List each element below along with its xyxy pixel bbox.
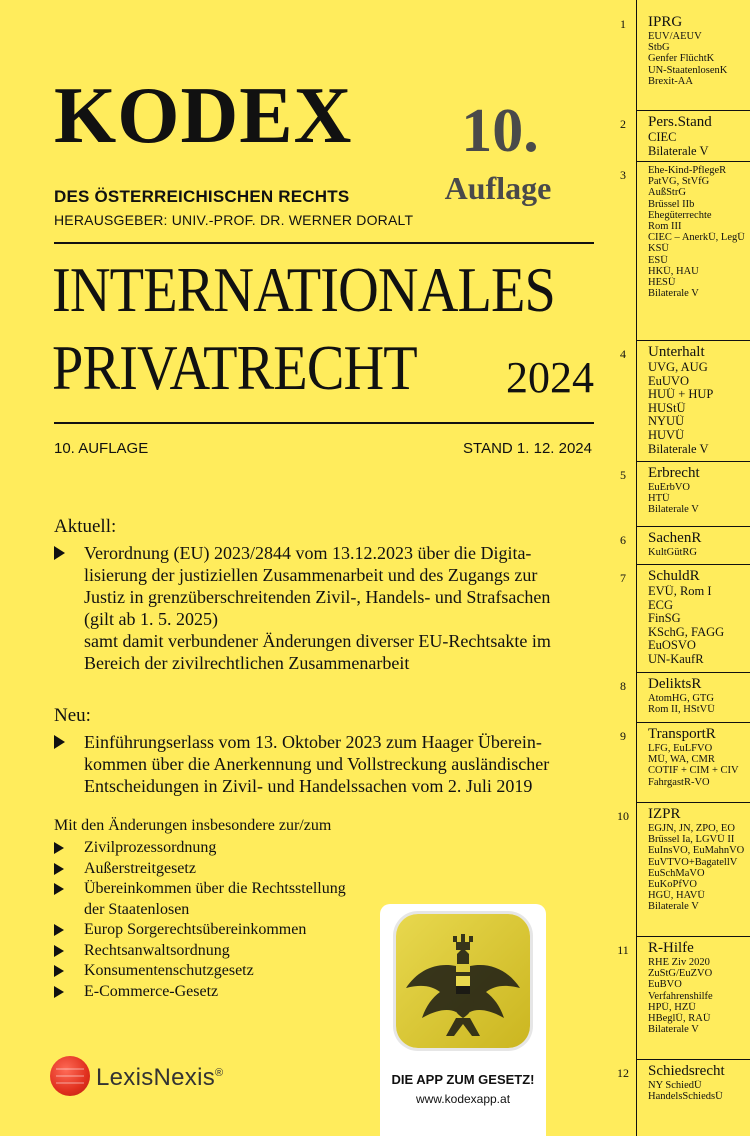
- aktuell-line: lisierung der justiziellen Zusammenarbeit und des Zugangs zur: [84, 565, 538, 585]
- register-number: 6: [620, 533, 626, 547]
- bullet-triangle-icon: [54, 986, 64, 998]
- register-item: COTIF + CIM + CIV: [648, 765, 739, 777]
- bullet-triangle-icon: [54, 883, 64, 895]
- register-item: EuInsVO, EuMahnVO: [648, 845, 745, 857]
- register-item: FahrgastR-VO: [648, 776, 710, 788]
- register-number: 5: [620, 468, 626, 482]
- list-item-label: Konsumentenschutzgesetz: [84, 962, 254, 979]
- bullet-triangle-icon: [54, 965, 64, 977]
- register-number: 1: [620, 17, 626, 31]
- register-item: Rom II, HStVÜ: [648, 704, 715, 716]
- aktuell-text: [84, 542, 599, 674]
- edition-label: 10. AUFLAGE: [54, 440, 149, 457]
- register-number: 11: [617, 943, 629, 957]
- register-heading: IPRG: [648, 14, 683, 30]
- register-item: Brexit-AA: [648, 75, 693, 87]
- register-number: 12: [617, 1066, 629, 1080]
- aktuell-block: [54, 542, 599, 674]
- register-item: Genfer FlüchtK: [648, 53, 715, 65]
- register-separator: [636, 936, 750, 937]
- register-item: NYUÜ: [648, 415, 685, 429]
- edition-number: 10.: [461, 97, 539, 165]
- register-item: EuOSVO: [648, 639, 696, 653]
- register-item: RHE Ziv 2020: [648, 957, 710, 968]
- lexisnexis-globe-icon: [50, 1056, 90, 1096]
- stand-date: STAND 1. 12. 2024: [463, 440, 592, 457]
- register-separator: [636, 526, 750, 527]
- register-item: EuBVO: [648, 979, 682, 991]
- list-item: [54, 859, 454, 880]
- register-number: 3: [620, 168, 626, 182]
- register-item: EuSchMaVO: [648, 867, 705, 879]
- list-item-label: E-Commerce-Gesetz: [84, 982, 219, 1000]
- neu-heading: Neu:: [54, 705, 91, 726]
- neu-text: [84, 731, 599, 797]
- register-separator: [636, 340, 750, 341]
- register-item: Brüssel Ia, LGVÜ II: [648, 834, 735, 846]
- register-heading: Erbrecht: [648, 465, 700, 481]
- register-separator: [636, 461, 750, 462]
- register-item: FinSG: [648, 612, 681, 626]
- register-item: HGÜ, HAVÜ: [648, 890, 705, 902]
- register-item: EVÜ, Rom I: [648, 585, 712, 598]
- register-separator: [636, 110, 750, 111]
- app-title: DIE APP ZUM GESETZ!: [391, 1072, 535, 1087]
- register-heading: SachenR: [648, 530, 702, 546]
- register-heading: Schiedsrecht: [648, 1063, 725, 1079]
- register-item: HBeglÜ, RAÜ: [648, 1013, 711, 1025]
- register-item: HandelsSchiedsÜ: [648, 1091, 723, 1103]
- register-item: UN-StaatenlosenK: [648, 64, 728, 76]
- aktuell-line: samt damit verbundener Änderungen diverser EU-Rechtsakte im: [84, 631, 551, 651]
- register-separator: [636, 1059, 750, 1060]
- aktuell-line: Justiz in grenzüberschreitenden Zivil-, Handels- und Strafsachen: [84, 587, 551, 607]
- list-item-label: Rechtsanwaltsordnung: [84, 941, 230, 959]
- register-separator: [636, 564, 750, 565]
- register-separator: [636, 802, 750, 803]
- register-sidebar: [612, 0, 750, 1136]
- bullet-triangle-icon: [54, 842, 64, 854]
- aktuell-heading: Aktuell:: [54, 516, 117, 537]
- register-item: UVG, AUG: [648, 361, 708, 374]
- register-item: Bilaterale V: [648, 504, 699, 516]
- aktuell-line: Verordnung (EU) 2023/2844 vom 13.12.2023 über die Digita-: [84, 543, 532, 563]
- app-url[interactable]: www.kodexapp.at: [415, 1092, 511, 1106]
- list-item-label: der Staatenlosen: [84, 900, 190, 918]
- neu-line: Einführungserlass vom 13. Oktober 2023 zum Haager Überein-: [84, 732, 542, 752]
- register-item: PatVG, StVfG: [648, 176, 710, 188]
- register-item: AtomHG, GTG: [648, 693, 714, 704]
- edition-word: Auflage: [444, 170, 552, 206]
- changes-intro: Mit den Änderungen insbesondere zur/zum: [54, 817, 332, 834]
- app-eagle-icon: [396, 914, 530, 1048]
- register-item: HUStÜ: [648, 401, 686, 415]
- register-item: EGJN, JN, ZPO, EO: [648, 823, 735, 834]
- publisher-name: LexisNexis®: [96, 1064, 224, 1091]
- register-number: 8: [620, 679, 626, 693]
- register-item: HKÜ, HAU: [648, 265, 699, 277]
- register-item: HTÜ: [648, 493, 670, 505]
- series-subtitle: DES ÖSTERREICHISCHEN RECHTS: [54, 187, 350, 206]
- register-item: HESÜ: [648, 277, 676, 289]
- register-number: 4: [620, 347, 626, 361]
- register-item: MÜ, WA, CMR: [648, 754, 715, 766]
- register-item: HUÜ + HUP: [648, 388, 714, 402]
- register-item: UN-KaufR: [648, 652, 704, 666]
- register-heading: Pers.Stand: [648, 114, 712, 130]
- register-number: 7: [620, 571, 626, 585]
- book-title-line2: PRIVATRECHT: [52, 332, 417, 403]
- divider-top: [54, 242, 594, 244]
- aktuell-line: Bereich der zivilrechtlichen Zusammenarbeit: [84, 653, 410, 673]
- register-item: EuKoPfVO: [648, 879, 697, 891]
- series-title: KODEX: [54, 72, 353, 160]
- register-item: Verfahrenshilfe: [648, 990, 713, 1002]
- aktuell-line: (gilt ab 1. 5. 2025): [84, 609, 218, 629]
- register-separator: [636, 161, 750, 162]
- register-item: ECG: [648, 598, 673, 612]
- register-item: Bilaterale V: [648, 288, 699, 300]
- register-item: Ehegüterrechte: [648, 209, 712, 221]
- register-item: KSÜ: [648, 243, 670, 255]
- register-item: LFG, EuLFVO: [648, 743, 713, 754]
- register-item: EUV/AEUV: [648, 31, 702, 42]
- register-item: StbG: [648, 42, 670, 54]
- register-item: HUVÜ: [648, 428, 685, 442]
- sidebar-rule: [636, 0, 637, 1136]
- register-item: EuUVO: [648, 374, 689, 388]
- register-item: Bilaterale V: [648, 1024, 699, 1036]
- app-promo: [380, 904, 546, 1136]
- divider-bottom: [54, 422, 594, 424]
- bullet-triangle-icon: [54, 924, 64, 936]
- register-item: CIEC: [648, 131, 677, 144]
- register-item: EuVTVO+BagatellV: [648, 856, 738, 868]
- list-item: [54, 879, 454, 900]
- register-heading: SchuldR: [648, 568, 700, 584]
- register-item: Ehe-Kind-PflegeR: [648, 165, 727, 176]
- list-item-label: Außerstreitgesetz: [84, 859, 196, 877]
- register-item: Bilaterale V: [648, 901, 699, 913]
- register-item: NY SchiedÜ: [648, 1080, 702, 1091]
- register-item: EuErbVO: [648, 482, 690, 493]
- register-heading: IZPR: [648, 806, 681, 822]
- register-item: Bilaterale V: [648, 144, 709, 158]
- bullet-triangle-icon: [54, 735, 65, 749]
- register-number: 2: [620, 117, 626, 131]
- register-heading: TransportR: [648, 726, 716, 742]
- register-heading: Unterhalt: [648, 344, 705, 360]
- lexisnexis-logo: [50, 1052, 250, 1102]
- register-separator: [636, 722, 750, 723]
- list-item-label: Übereinkommen über die Rechtsstellung: [84, 880, 346, 897]
- register-item: Bilaterale V: [648, 442, 709, 456]
- register-item: CIEC – AnerkÜ, LegÜ: [648, 232, 745, 244]
- register-item: KultGütRG: [648, 547, 698, 558]
- bullet-triangle-icon: [54, 863, 64, 875]
- register-item: AußStrG: [648, 187, 686, 199]
- register-item: Rom III: [648, 221, 682, 233]
- list-item-label: Zivilprozessordnung: [84, 839, 217, 856]
- bullet-triangle-icon: [54, 945, 64, 957]
- register-heading: R-Hilfe: [648, 940, 694, 956]
- register-item: KSchG, FAGG: [648, 625, 725, 639]
- register-item: ZuStG/EuZVO: [648, 968, 713, 980]
- register-heading: DeliktsR: [648, 676, 702, 692]
- list-item: [54, 838, 454, 859]
- register-item: ESÜ: [648, 254, 668, 266]
- book-year: 2024: [506, 353, 594, 402]
- register-item: Brüssel IIb: [648, 198, 695, 210]
- register-number: 10: [617, 809, 629, 823]
- neu-line: Entscheidungen in Zivil- und Handelssachen vom 2. Juli 2019: [84, 776, 533, 796]
- book-title-line1: INTERNATIONALES: [52, 254, 556, 325]
- register-separator: [636, 672, 750, 673]
- bullet-triangle-icon: [54, 546, 65, 560]
- neu-line: kommen über die Anerkennung und Vollstreckung ausländischer: [84, 754, 550, 774]
- neu-block: [54, 731, 599, 797]
- list-item-label: Europ Sorgerechtsübereinkommen: [84, 921, 307, 938]
- register-number: 9: [620, 729, 626, 743]
- register-item: HPÜ, HZÜ: [648, 1001, 696, 1013]
- editor-line: HERAUSGEBER: UNIV.-PROF. DR. WERNER DORALT: [54, 212, 414, 228]
